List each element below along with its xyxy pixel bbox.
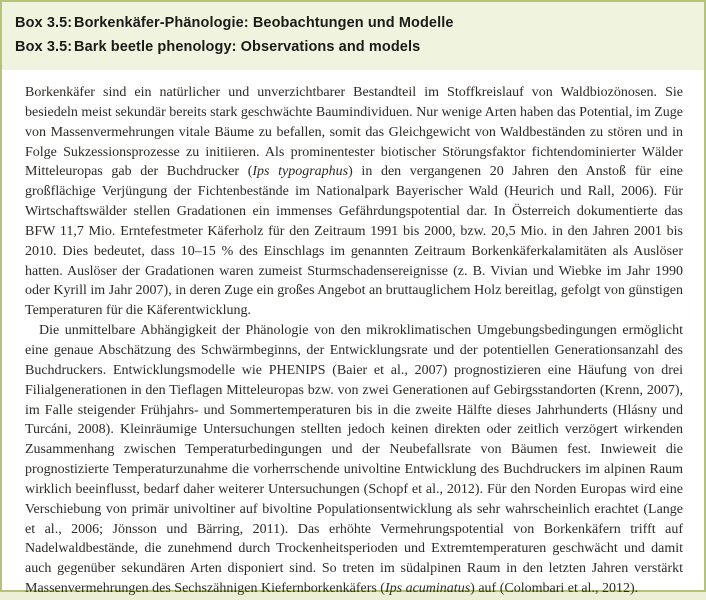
box-title-text-en: Bark beetle phenology: Observations and models [74, 39, 421, 55]
box-header [2, 2, 704, 70]
box-body [2, 70, 704, 599]
text-run: ) in den vergangenen 20 Jahren den Anstoß für eine großflächige Verjüngung der Fichtenbestände im Nationalpark Bayerischer Wald (Heurich und Rall, 2006). Für Wirtschaftswälder stellen Gradationen ein immenses Gefährdungspotential dar. In Österreich dokumentierte das BFW 11,7 Mio. Erntefestmeter Käferholz für den Zeitraum 1991 bis 2000, bzw. 20,5 Mio. in den Jahren 2001 bis 2010. Dies bedeutet, dass 10–15 % des Einschlags im genannten Zeitraum Borkenkäferkalamitäten als Auslöser hatten. Auslöser der Gradationen waren zumeist Sturmschadensereignisse (z. B. Vivian und Wiebke im Jahr 1990 oder Kyrill im Jahr 2007), in deren Zuge ein großes Angebot an bruttauglichem Holz bereitlag, gefolgt von günstigen Temperaturen für die Käferentwicklung. [25, 164, 683, 319]
paragraph [25, 321, 683, 599]
species-name-italic: Ips typographus [252, 164, 349, 180]
box-number-label: Box 3.5: [15, 15, 73, 31]
box-title-german [15, 11, 690, 35]
box-number-label: Box 3.5: [15, 39, 73, 55]
paragraph [25, 83, 683, 321]
text-run: Die unmittelbare Abhängigkeit der Phänologie von den mikroklimatischen Umgebungsbedingungen ermöglicht eine genaue Abschätzung des Schwärmbeginns, der Entwicklungsrate und der potentiellen Generationsanzahl des Buchdruckers. Entwicklungsmodelle wie PHENIPS (Baier et al., 2007) prognostizieren eine Häufung von drei Filialgenerationen in den Tieflagen Mitteleuropas bzw. von zwei Generationen auf Gebirgsstandorten (Krenn, 2007), im Falle steigender Frühjahrs- und Sommertemperaturen bis in die zweite Hälfte dieses Jahrhunderts (Hlásny und Turcáni, 2008). Kleinräumige Untersuchungen stellten jedoch keinen direkten oder zeitlich verzögert wirkenden Zusammenhang zwischen Temperaturbedingungen und der Neubefallsrate von Bäumen fest. Inwieweit die prognostizierte Temperaturzunahme die vorherrschende univoltine Entwicklung des Buchdruckers im alpinen Raum wirklich beeinflusst, bedarf daher weiterer Untersuchungen (Schopf et al., 2012). Für den Norden Europas wird eine Verschiebung von primär univoltiner auf bivoltine Populationsentwicklung als sehr wahrscheinlich erachtet (Lange et al., 2006; Jönsson und Bärring, 2011). Das erhöhte Vermehrungspotential von Borkenkäfern trifft auf Nadelwaldbestände, die zunehmend durch Trockenheitsperioden und Extremtemperaturen geschwächt und damit auch gegenüber sekundären Arten disponiert sind. So treten im südalpinen Raum in den letzten Jahren verstärkt Massenvermehrungen des Sechszähnigen Kiefernborkenkäfers ( [25, 323, 683, 597]
box-title-english [15, 35, 690, 59]
species-name-italic: Ips acuminatus [384, 581, 471, 597]
box-title-text-de: Borkenkäfer-Phänologie: Beobachtungen und Modelle [74, 15, 454, 31]
text-run: ) auf (Colombari et al., 2012). [470, 581, 639, 597]
text-run: Borkenkäfer sind ein natürlicher und unverzichtbarer Bestandteil im Stoffkreislauf von Waldbiozönosen. Sie besiedeln meist sekundär bereits stark geschwächte Baumindividuen. Nur wenige Arten haben das Potential, im Zuge von Massenvermehrungen vitale Bäume zu befallen, somit das Gleichgewicht von Waldbeständen zu stören und in Folge Sukzessionsprozesse zu initiieren. Als prominentester biotischer Störungsfaktor fichtendominierter Wälder Mitteleuropas gab der Buchdrucker ( [25, 85, 683, 180]
